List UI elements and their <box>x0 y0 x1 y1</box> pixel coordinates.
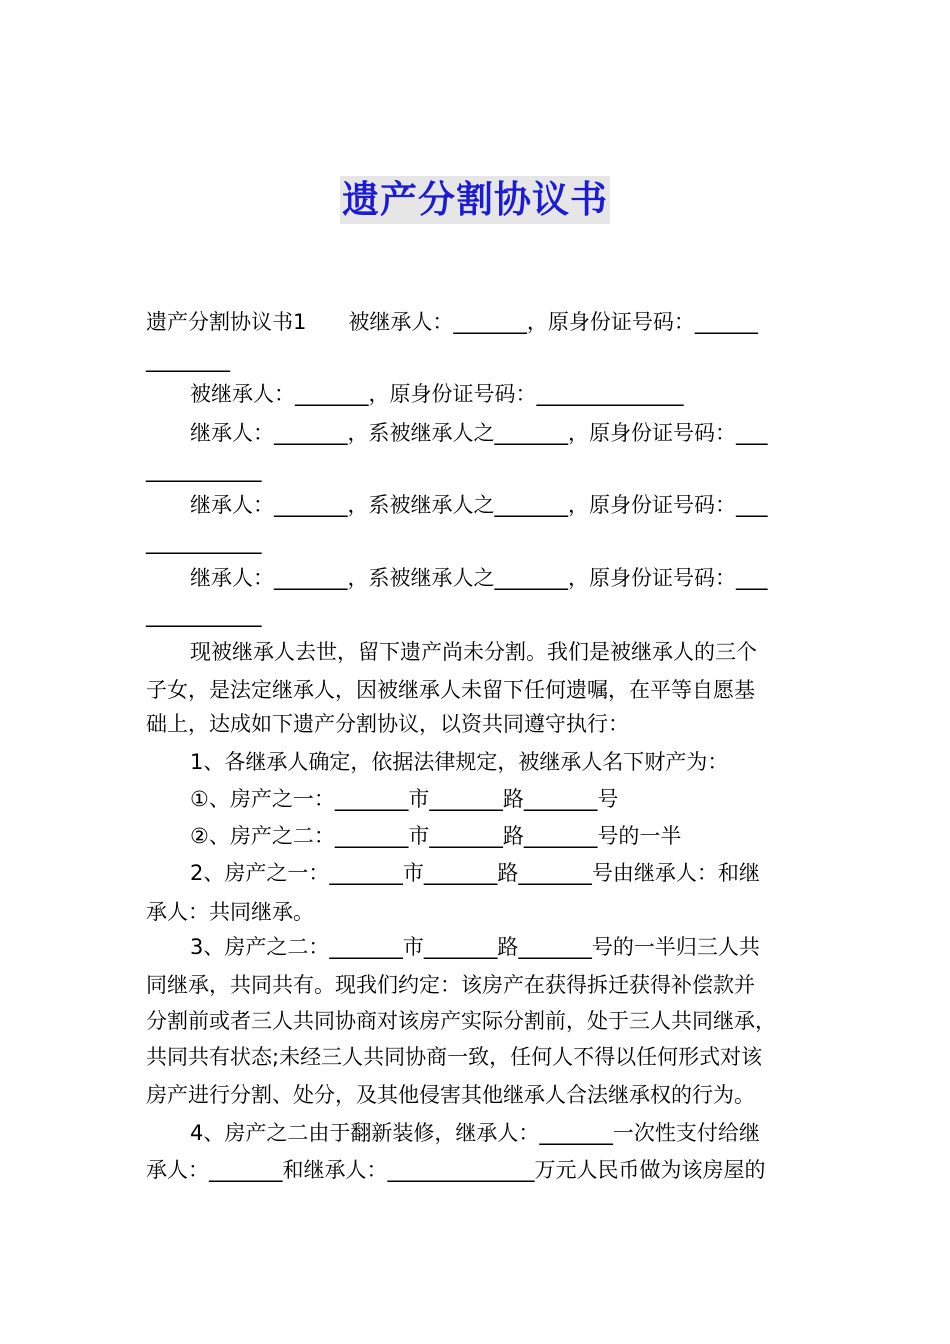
text-line: 同继承，共同共有。现我们约定：该房产在获得拆迁获得补偿款并 <box>146 973 755 997</box>
text-line: 承人：_______和继承人：______________万元人民币做为该房屋的 <box>146 1158 766 1182</box>
document-title-block <box>0 176 950 224</box>
text-line: ________ <box>146 348 230 372</box>
text-line: 遗产分割协议书1 被继承人：_______，原身份证号码：______ <box>146 310 758 334</box>
text-line: 子女，是法定继承人，因被继承人未留下任何遗嘱，在平等自愿基 <box>146 678 755 702</box>
text-line: 被继承人：_______，原身份证号码：______________ <box>190 382 684 406</box>
text-line: 承人：共同继承。 <box>146 900 314 924</box>
text-line: 继承人：_______，系被继承人之_______，原身份证号码：___ <box>190 566 768 590</box>
text-line: 共同共有状态;未经三人共同协商一致，任何人不得以任何形式对该 <box>146 1045 763 1069</box>
text-line: ①、房产之一：_______市_______路_______号 <box>190 787 619 811</box>
text-line: ___________ <box>146 458 262 482</box>
text-line: 继承人：_______，系被继承人之_______，原身份证号码：___ <box>190 421 768 445</box>
text-line: 房产进行分割、处分，及其他侵害其他继承人合法继承权的行为。 <box>146 1083 755 1107</box>
text-line: 4、房产之二由于翻新装修，继承人：_______一次性支付给继 <box>190 1121 760 1145</box>
text-line: 分割前或者三人共同协商对该房产实际分割前，处于三人共同继承， <box>146 1009 776 1033</box>
text-line: 继承人：_______，系被继承人之_______，原身份证号码：___ <box>190 493 768 517</box>
document-title: 遗产分割协议书 <box>340 176 610 224</box>
text-line: ___________ <box>146 603 262 627</box>
text-line: ___________ <box>146 530 262 554</box>
text-line: 1、各继承人确定，依据法律规定，被继承人名下财产为： <box>190 750 729 774</box>
text-line: 2、房产之一：_______市_______路_______号由继承人：和继 <box>190 861 760 885</box>
text-line: 础上，达成如下遗产分割协议，以资共同遵守执行： <box>146 712 629 736</box>
text-line: ②、房产之二：_______市_______路_______号的一半 <box>190 824 682 848</box>
text-line: 3、房产之二：_______市_______路_______号的一半归三人共 <box>190 935 760 959</box>
text-line: 现被继承人去世，留下遗产尚未分割。我们是被继承人的三个 <box>190 640 757 664</box>
